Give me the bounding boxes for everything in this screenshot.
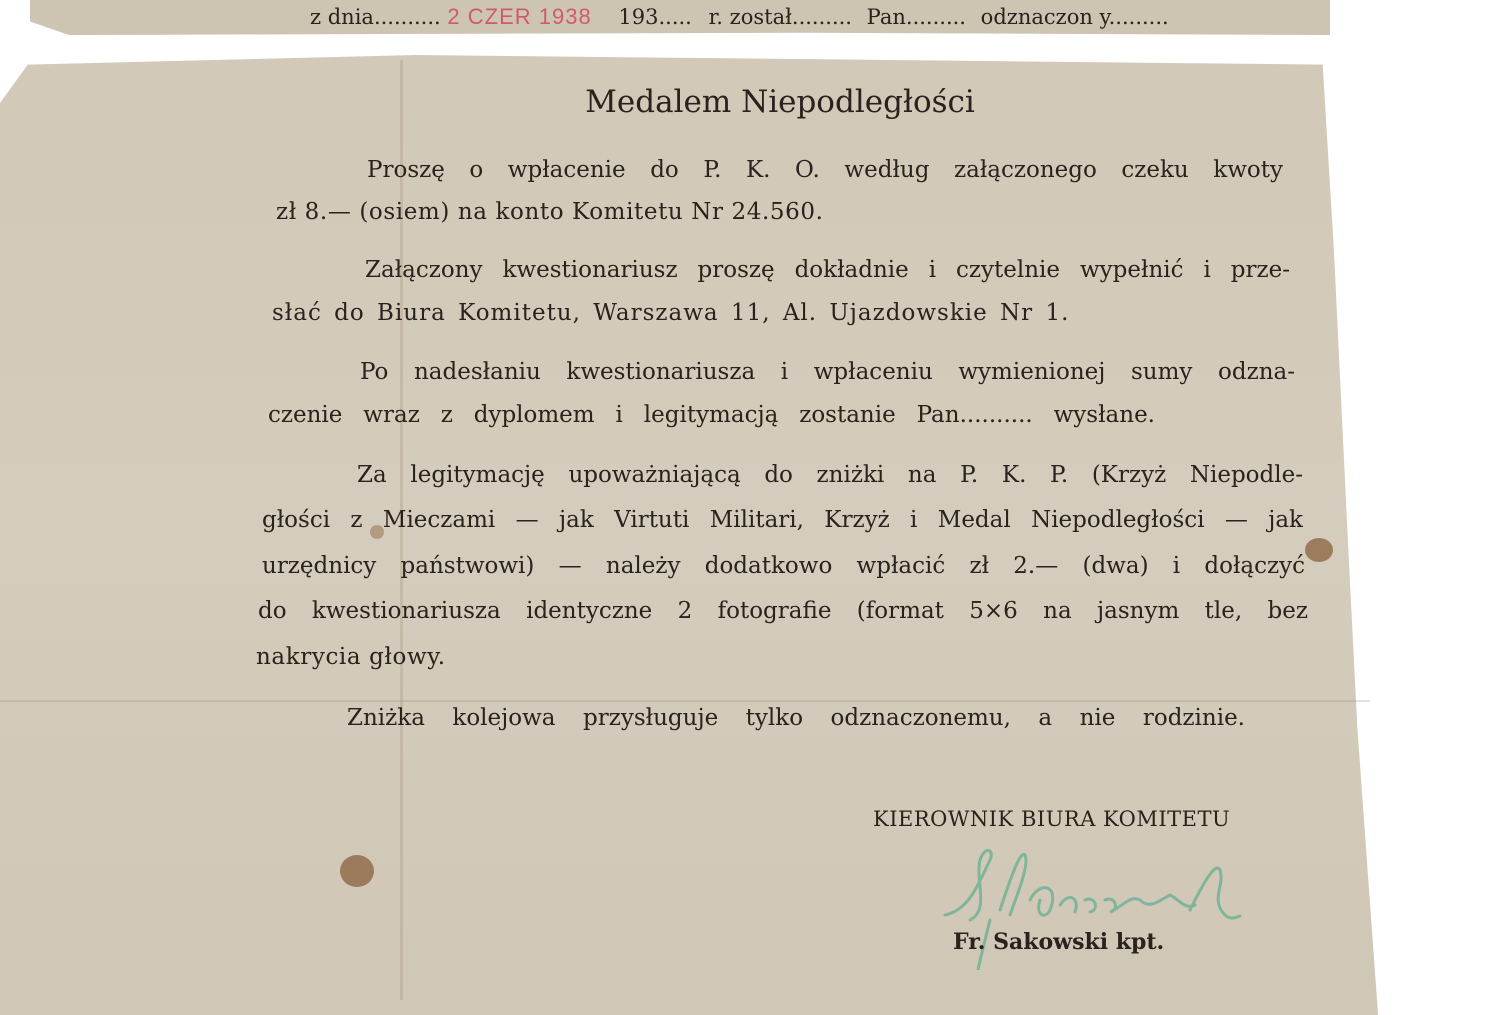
text-line: głości z Mieczami — jak Virtuti Militari, Krzyż i Medal Niepodległości — jak <box>262 507 1303 533</box>
text-line: Proszę o wpłacenie do P. K. O. według załączonego czeku kwoty <box>367 157 1283 183</box>
pan-text: Pan <box>866 5 906 29</box>
fold-line <box>0 700 1370 702</box>
text-line: urzędnicy państwowi) — należy dodatkowo wpłacić zł 2.— (dwa) i dołączyć <box>262 553 1305 579</box>
text-line: Załączony kwestionariusz proszę dokładnie i czytelnie wypełnić i prze- <box>365 257 1290 283</box>
date-label: z dnia <box>310 5 374 29</box>
text-line: Zniżka kolejowa przysługuje tylko odznaczonemu, a nie rodzinie. <box>347 705 1245 731</box>
signatory-role: KIEROWNIK BIURA KOMITETU <box>873 807 1231 831</box>
date-stamp: 2 CZER 1938 <box>447 4 592 29</box>
text-line: Po nadesłaniu kwestionariusza i wpłaceniu wymienionej sumy odzna- <box>360 359 1295 385</box>
stain <box>1305 538 1333 562</box>
text-line: nakrycia głowy. <box>256 644 446 670</box>
text-line: zł 8.— (osiem) na konto Komitetu Nr 24.560. <box>276 199 824 225</box>
top-strip-text: z dnia.......... 2 CZER 1938 193..... r. został......... Pan......... odznaczon y......... <box>310 4 1169 29</box>
signatory-name: Fr. Sakowski kpt. <box>953 929 1165 955</box>
odznaczony-text: odznaczon y <box>980 5 1109 29</box>
awarded-text: r. został <box>708 5 792 29</box>
text-line: czenie wraz z dyplomem i legitymacją zostanie Pan.......... wysłane. <box>268 402 1155 428</box>
stain <box>340 855 374 887</box>
text-line: Za legitymację upoważniającą do zniżki na P. K. P. (Krzyż Niepodle- <box>357 462 1303 488</box>
text-line: do kwestionariusza identyczne 2 fotografie (format 5×6 na jasnym tle, bez <box>258 598 1308 624</box>
text-line: słać do Biura Komitetu, Warszawa 11, Al. Ujazdowskie Nr 1. <box>272 300 1070 326</box>
document-title: Medalem Niepodległości <box>585 84 975 120</box>
year-prefix: 193 <box>618 5 659 29</box>
